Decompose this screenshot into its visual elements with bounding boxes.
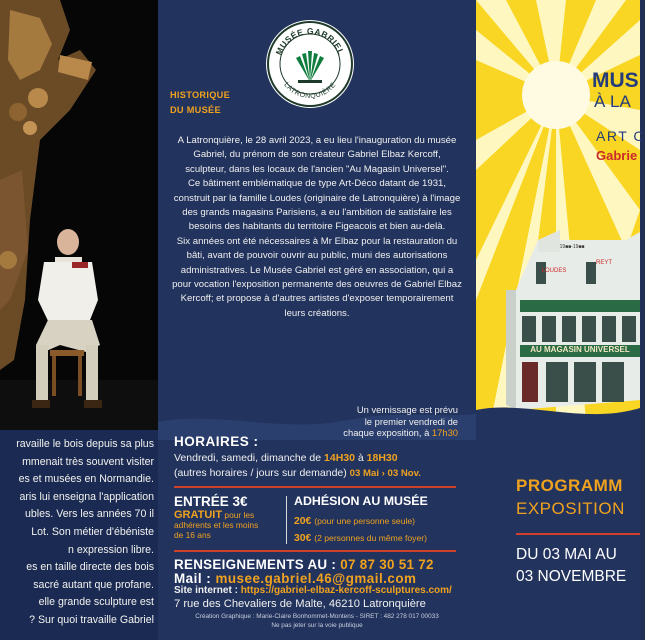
email-link[interactable]: musee.gabriel.46@gmail.com (215, 571, 417, 586)
horaires-days: Vendredi, samedi, dimanche de (174, 452, 322, 464)
bio-line: sacré autant que profane. (33, 578, 154, 591)
adhesion-price2: 30€ (294, 533, 312, 544)
entree-free-line1: pour les (224, 510, 255, 520)
site-line (174, 585, 452, 596)
historique-title-line2: DU MUSÉE (170, 105, 221, 115)
cover-title: MUS (592, 69, 639, 92)
entree-free-label: GRATUIT (174, 509, 223, 521)
building-year: 19■■-19■■ (559, 244, 585, 250)
entree-body (174, 510, 289, 540)
historique-paragraph: A Latronquière, le 28 avril 2023, a eu lieu l'inauguration du musée Gabriel, du prénom de son créateur Gabriel Elbaz Kercoff, sculpteur, dans les locaux de l'ancien "Au Magasin Universel". (177, 135, 457, 175)
horaires-title: HORAIRES : (174, 434, 259, 449)
sculptor-photo (0, 0, 158, 430)
bio-line: ravaille le bois depuis sa plus (16, 438, 154, 450)
bio-line: Lot. Son métier d'ébéniste (31, 525, 154, 538)
logo-name-bottom: LATRONQUIÈRE (282, 81, 338, 101)
middle-panel (158, 0, 476, 640)
historique-paragraph: Ce bâtiment emblématique de type Art-Déco datant de 1931, construit par la famille Loudes (originaire de Latronquière) à l'image des grands magasins Parisiens, a eu l'ambition de satisfaire les besoins des habitants du territoire Figeacois et bien au-delà. (173, 178, 461, 233)
adhesion-title: ADHÉSION AU MUSÉE (294, 494, 428, 508)
bio-line: aris lui enseigna l'application (19, 490, 154, 503)
adhesion-body (294, 513, 474, 547)
building-sign-right: REYT (595, 260, 613, 266)
bio-line: mmenait très souvent visiter (22, 455, 154, 468)
right-cover-panel (476, 0, 645, 640)
horaires-period: 03 Mai › 03 Nov. (349, 467, 421, 479)
credit-line: Création Graphique : Marie-Claire Bonhommet-Montens - SIRET : 482 278 017 00033 (195, 613, 439, 620)
building-sign-main: AU MAGASIN UNIVERSEL (530, 345, 630, 354)
credit-block (158, 613, 476, 630)
horaires-mid: à (357, 452, 364, 464)
vernissage-line2: le premier vendredi de (364, 415, 458, 427)
cover-gabriel-line: Gabrie (596, 148, 638, 163)
left-panel (0, 0, 158, 640)
programme-title: PROGRAMM (516, 476, 623, 495)
programme-date-end: 03 NOVEMBRE (516, 568, 627, 585)
adhesion-price1-note: (pour une personne seule) (314, 516, 416, 526)
vernissage-note (308, 404, 458, 439)
vernissage-line3: chaque exposition, à (343, 427, 430, 439)
section-rule (174, 486, 456, 488)
cover-art-line: ART C (596, 128, 645, 144)
renseignements-line (174, 557, 434, 572)
bio-line: es en taille directe des bois (26, 561, 154, 574)
programme-date-start: DU 03 MAI AU (516, 546, 617, 563)
credit-line2: Ne pas jeter sur la voie publique (271, 621, 363, 629)
horaires-to: 18H30 (366, 452, 398, 464)
site-link[interactable]: https://gabriel-elbaz-kercoff-sculptures.com/ (240, 585, 452, 596)
historique-paragraph: Six années ont été nécessaires à Mr Elbaz pour la restauration du bâti, avant de pouvoir ouvrir au public, muni des autorisations administratives. Le Musée Gabriel est géré en association, qui a pour vocation l'exposition permanente des oeuvres de Gabriel Elbaz Kercoff; et propose à d'autres artistes d'exposer temporairement leurs créations. (172, 235, 462, 319)
bio-line: elle grande sculpture est (38, 596, 154, 609)
logo-name-top: MUSÉE GABRIEL (273, 25, 347, 57)
programme-rule (516, 533, 640, 535)
building-sign-top: LOUDES (541, 268, 567, 274)
historique-body (172, 134, 462, 321)
address: 7 rue des Chevaliers de Malte, 46210 Latronquière (174, 598, 426, 610)
exposition-title: EXPOSITION (516, 499, 625, 518)
site-label: Site internet : (174, 585, 238, 596)
section-rule (174, 550, 456, 552)
bio-line: ? Sur quoi travaille Gabriel (29, 613, 154, 626)
vernissage-time: 17h30 (431, 427, 458, 439)
adhesion-price1: 20€ (294, 516, 312, 527)
adhesion-price2-note: (2 personnes du même foyer) (314, 533, 427, 543)
museum-logo (266, 20, 354, 108)
historique-title (170, 88, 230, 118)
bio-line: ubles. Vers les années 70 il (25, 508, 154, 521)
mail-line (174, 571, 416, 586)
historique-title-line1: HISTORIQUE (170, 90, 231, 100)
entree-title: ENTRÉE 3€ (174, 494, 248, 509)
sunburst-background (476, 0, 640, 420)
vertical-divider (286, 496, 287, 544)
entree-free-line2: adhérents et les moins (174, 520, 259, 530)
cover-subtitle: À LA (594, 92, 631, 111)
horaires-note: (autres horaires / jours sur demande) (174, 466, 347, 479)
left-bio-text (0, 436, 158, 630)
bio-line: es et musées en Normandie. (18, 473, 154, 486)
renseignements-label: RENSEIGNEMENTS AU : (174, 557, 337, 572)
horaires-body (174, 451, 464, 488)
phone-number[interactable]: 07 87 30 51 72 (340, 557, 434, 572)
horaires-from: 14H30 (324, 452, 355, 464)
vernissage-line1: Un vernissage est prévu (356, 404, 458, 415)
bio-line: n expression libre. (68, 543, 154, 556)
entree-free-line3: de 16 ans (174, 530, 211, 540)
mail-label: Mail : (174, 571, 212, 586)
